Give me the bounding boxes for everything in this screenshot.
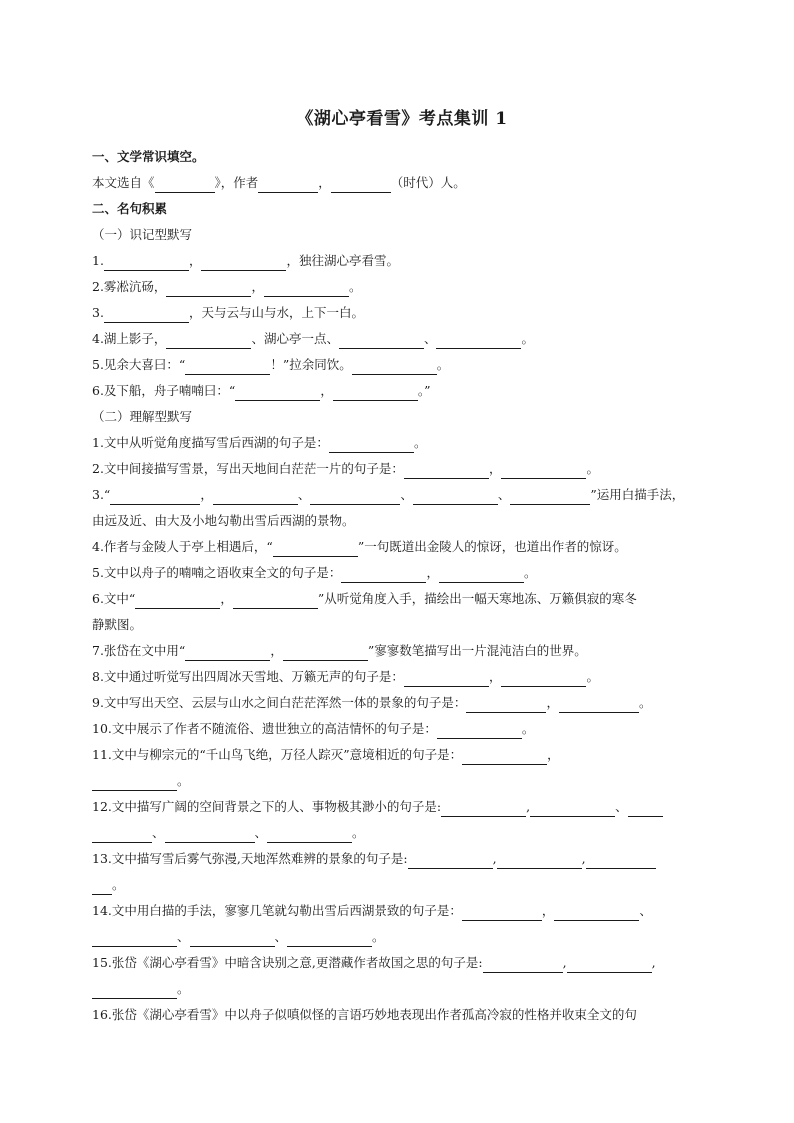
understand-question-1: 1.文中从听觉角度描写雪后西湖的句子是： 。 (92, 433, 712, 453)
answer-blank[interactable] (92, 932, 177, 947)
subsection-recall: （一）识记型默写 (92, 227, 193, 242)
answer-blank[interactable] (258, 178, 318, 193)
answer-blank[interactable] (436, 334, 521, 349)
answer-blank[interactable] (483, 958, 563, 973)
understand-question-16: 16.张岱《湖心亭看雪》中以舟子似嗔似怪的言语巧妙地表现出作者孤高冷寂的性格并收束全文的句 (92, 1007, 637, 1022)
answer-blank[interactable] (510, 490, 590, 505)
question-literary-fill: 本文选自《 》，作者 ， （时代）人。 (92, 173, 712, 193)
answer-blank[interactable] (437, 724, 522, 739)
answer-blank[interactable] (554, 906, 639, 921)
understand-question-4: 4.作者与金陵人于亭上相遇后，“ ”一句既道出金陵人的惊讶，也道出作者的惊讶。 (92, 537, 712, 557)
answer-blank[interactable] (92, 984, 177, 999)
understand-question-12-cont: 、 、 。 (92, 823, 712, 843)
recall-question-5: 5.见余大喜曰：“ ！”拉余同饮。 。 (92, 355, 712, 375)
understand-question-11-cont: 。 (92, 771, 712, 791)
answer-blank[interactable] (283, 646, 368, 661)
section-heading-literary: 一、文学常识填空。 (92, 149, 205, 164)
answer-blank[interactable] (586, 854, 656, 869)
answer-blank[interactable] (92, 828, 152, 843)
answer-blank[interactable] (497, 854, 582, 869)
answer-blank[interactable] (530, 802, 615, 817)
understand-question-10: 10.文中展示了作者不随流俗、遗世独立的高洁情怀的句子是： 。 (92, 719, 712, 739)
understand-question-7: 7.张岱在文中用“ ， ”寥寥数笔描写出一片混沌洁白的世界。 (92, 641, 712, 661)
answer-blank[interactable] (267, 828, 352, 843)
understand-question-6-cont: 静默图。 (92, 617, 143, 632)
understand-question-12: 12.文中描写广阔的空间背景之下的人、事物极其渺小的句子是: , 、 (92, 797, 712, 817)
answer-blank[interactable] (352, 360, 437, 375)
understand-question-14: 14.文中用白描的手法，寥寥几笔就勾勒出雪后西湖景致的句子是： ， 、 (92, 901, 712, 921)
understand-question-13: 13.文中描写雪后雾气弥漫,天地浑然难辨的景象的句子是: , , (92, 849, 712, 869)
answer-blank[interactable] (462, 750, 547, 765)
understand-question-3-cont: 由远及近、由大及小地勾勒出雪后西湖的景物。 (92, 513, 355, 528)
understand-question-2: 2.文中间接描写雪景，写出天地间白茫茫一片的句子是： ， 。 (92, 459, 712, 479)
answer-blank[interactable] (404, 464, 489, 479)
answer-blank[interactable] (329, 438, 414, 453)
understand-question-15-cont: 。 (92, 979, 712, 999)
answer-blank[interactable] (341, 568, 426, 583)
answer-blank[interactable] (567, 958, 652, 973)
subsection-understanding: （二）理解型默写 (92, 409, 193, 424)
answer-blank[interactable] (273, 542, 358, 557)
answer-blank[interactable] (462, 906, 542, 921)
answer-blank[interactable] (339, 334, 424, 349)
recall-question-3: 3. ，天与云与山与水，上下一白。 (92, 303, 712, 323)
recall-question-6: 6.及下船，舟子喃喃曰：“ ， 。” (92, 381, 712, 401)
answer-blank[interactable] (559, 698, 639, 713)
recall-question-1: 1. ， ，独往湖心亭看雪。 (92, 251, 712, 271)
recall-question-2: 2.雾凇沆砀， ， 。 (92, 277, 712, 297)
section-heading-quotes: 二、名句积累 (92, 201, 168, 216)
answer-blank[interactable] (185, 360, 270, 375)
answer-blank[interactable] (331, 178, 391, 193)
answer-blank[interactable] (92, 776, 177, 791)
understand-question-8: 8.文中通过听觉写出四周冰天雪地、万籁无声的句子是： ， 。 (92, 667, 712, 687)
understand-question-15: 15.张岱《湖心亭看雪》中暗含诀别之意,更潜藏作者故国之思的句子是: , , (92, 953, 712, 973)
answer-blank[interactable] (190, 932, 275, 947)
answer-blank[interactable] (404, 672, 489, 687)
answer-blank[interactable] (104, 308, 189, 323)
answer-blank[interactable] (185, 646, 270, 661)
understand-question-9: 9.文中写出天空、云层与山水之间白茫茫浑然一体的景象的句子是： ， 。 (92, 693, 712, 713)
understand-question-11: 11.文中与柳宗元的“千山鸟飞绝，万径人踪灭”意境相近的句子是： ， (92, 745, 712, 765)
answer-blank[interactable] (165, 828, 255, 843)
answer-blank[interactable] (333, 386, 418, 401)
understand-question-5: 5.文中以舟子的喃喃之语收束全文的句子是： ， 。 (92, 563, 712, 583)
answer-blank[interactable] (213, 490, 298, 505)
answer-blank[interactable] (466, 698, 546, 713)
worksheet-page (92, 100, 712, 1031)
answer-blank[interactable] (287, 932, 372, 947)
answer-blank[interactable] (235, 386, 320, 401)
answer-blank[interactable] (439, 568, 524, 583)
worksheet-title: 《湖心亭看雪》考点集训 1 (296, 109, 508, 129)
answer-blank[interactable] (110, 490, 200, 505)
answer-blank[interactable] (233, 594, 318, 609)
answer-blank[interactable] (413, 490, 498, 505)
answer-blank[interactable] (310, 490, 400, 505)
answer-blank[interactable] (441, 802, 526, 817)
answer-blank[interactable] (104, 256, 189, 271)
understand-question-13-cont: 。 (92, 875, 712, 895)
understand-question-14-cont: 、 、 。 (92, 927, 712, 947)
answer-blank[interactable] (501, 464, 586, 479)
answer-blank[interactable] (155, 178, 215, 193)
answer-blank[interactable] (628, 802, 663, 817)
understand-question-6: 6.文中“ ， ”从听觉角度入手，描绘出一幅天寒地冻、万籁俱寂的寒冬 (92, 589, 712, 609)
understand-question-3: 3.“ ， 、 、 、 ”运用白描手法， (92, 485, 712, 505)
answer-blank[interactable] (166, 282, 251, 297)
answer-blank[interactable] (408, 854, 493, 869)
answer-blank[interactable] (501, 672, 586, 687)
recall-question-4: 4.湖上影子， 、湖心亭一点、 、 。 (92, 329, 712, 349)
answer-blank[interactable] (135, 594, 220, 609)
answer-blank[interactable] (264, 282, 349, 297)
answer-blank[interactable] (166, 334, 251, 349)
answer-blank[interactable] (92, 880, 112, 895)
answer-blank[interactable] (201, 256, 286, 271)
